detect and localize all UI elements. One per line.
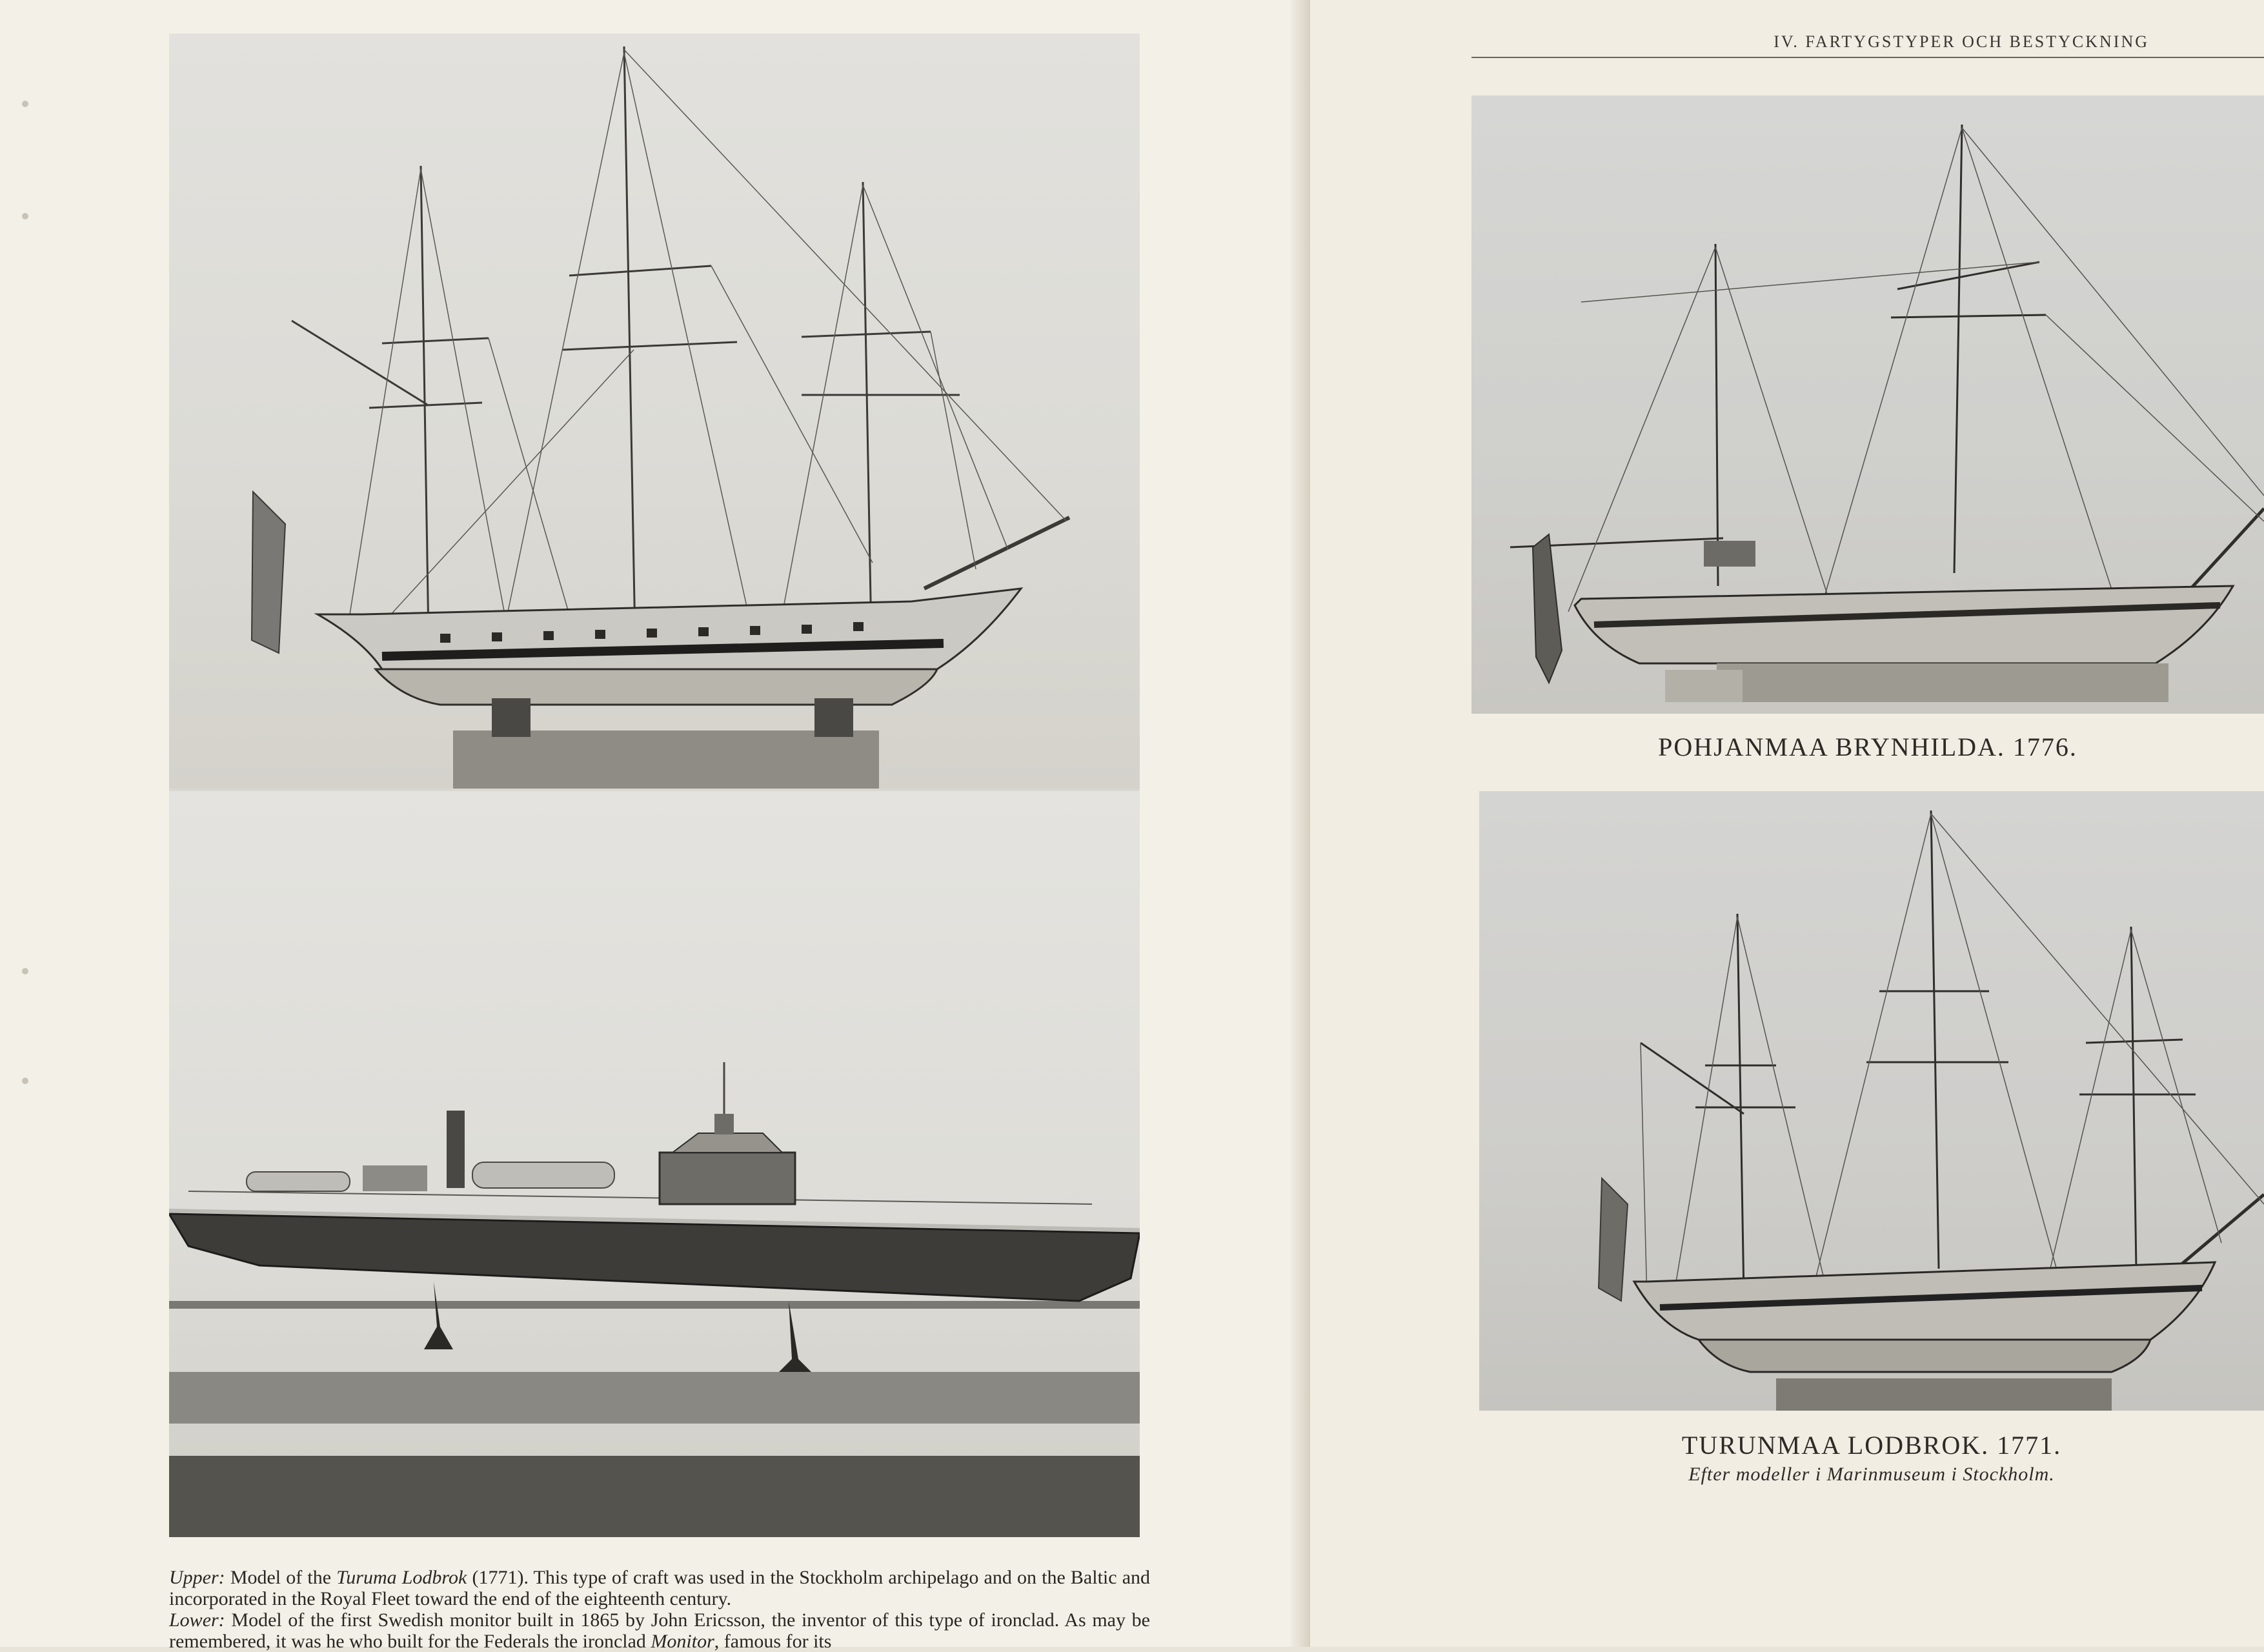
- caption-lower: [169, 1609, 1150, 1652]
- right-page: [1310, 0, 2264, 1647]
- header-rule: [1471, 57, 2264, 58]
- running-head: IV. FARTYGSTYPER OCH BESTYCKNING: [1774, 32, 2149, 51]
- caption-lower-ship-name: Monitor: [651, 1631, 714, 1652]
- caption-upper-label: Upper:: [169, 1567, 225, 1588]
- figure-caption: [169, 1567, 1150, 1652]
- caption-upper-ship-name: Turuma Lodbrok: [336, 1567, 467, 1588]
- binding-hole: [22, 213, 28, 219]
- binding-hole: [22, 968, 28, 974]
- caption-turunmaa-lodbrok: TURUNMAA LODBROK. 1771.: [1681, 1431, 2062, 1460]
- caption-source-note: Efter modeller i Marinmuseum i Stockholm.: [1688, 1464, 2055, 1485]
- caption-upper-text: Model of the: [230, 1567, 332, 1588]
- caption-lower-text-rest: , famous for its: [714, 1631, 832, 1652]
- caption-lower-text: Model of the first Swedish monitor built in 1865 by John Ericsson, the inventor of this type of ironclad. As may be remembered, it was he who built for the Federals the ironclad: [169, 1609, 1150, 1652]
- caption-upper-text-rest: (1771). This type of craft was used in the Stockholm archipelago and on the Baltic and incorporated in the Royal Fleet toward the end of the eighteenth century.: [169, 1567, 1151, 1609]
- ship-model-pohjanmaa-brynhilda-photo: [1471, 96, 2264, 714]
- monitor-model-photo: [169, 791, 1140, 1537]
- caption-lower-label: Lower:: [169, 1609, 225, 1631]
- caption-upper: [169, 1567, 1150, 1609]
- caption-pohjanmaa-brynhilda: POHJANMAA BRYNHILDA. 1776.: [1658, 732, 2077, 761]
- binding-hole: [22, 1078, 28, 1084]
- ship-model-turuma-lodbrok-photo: [169, 34, 1140, 789]
- binding-hole: [22, 101, 28, 107]
- ship-model-turunmaa-lodbrok-photo: [1479, 791, 2264, 1411]
